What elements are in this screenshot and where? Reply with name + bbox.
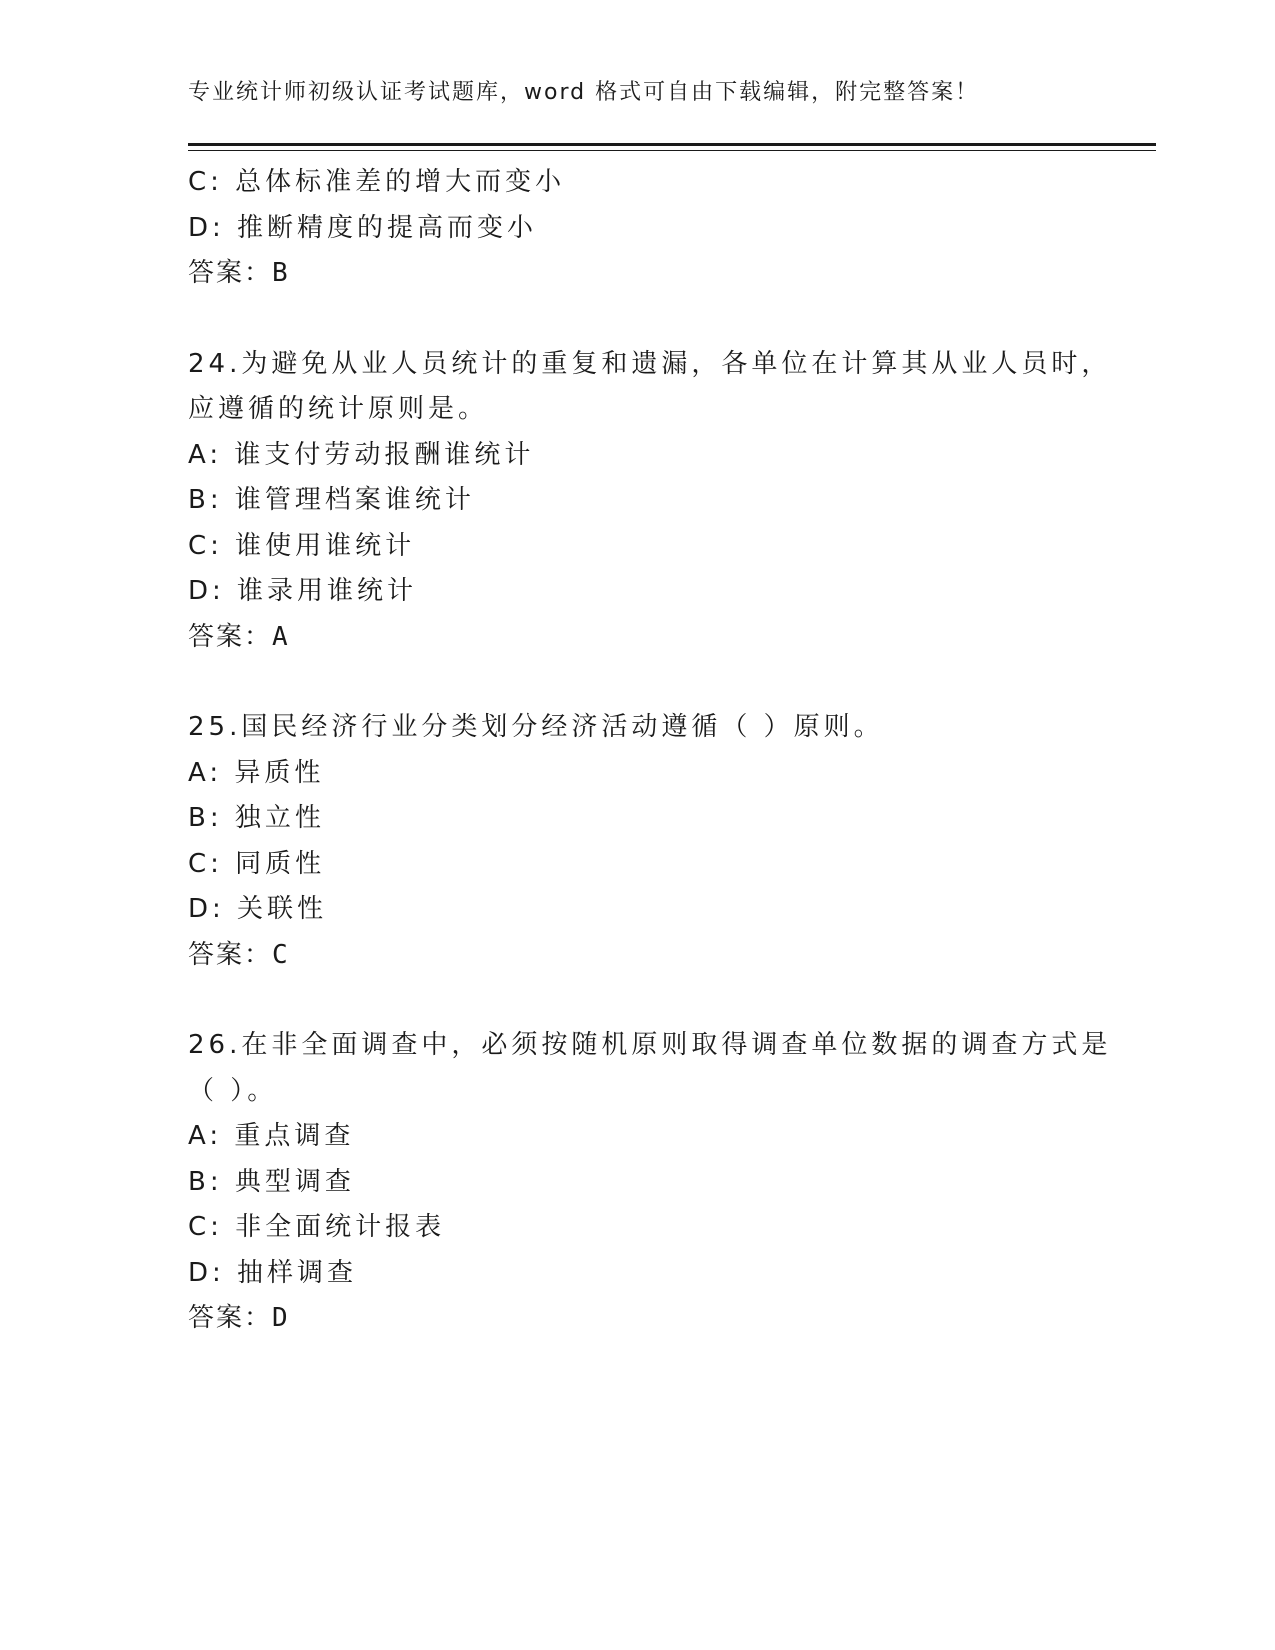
answer-label: 答案： xyxy=(188,1303,273,1333)
header-rule-thick xyxy=(188,143,1156,146)
option-d: D: 推断精度的提高而变小 xyxy=(188,212,538,243)
answer-line xyxy=(188,933,1088,979)
option-a: A: 谁支付劳动报酬谁统计 xyxy=(188,439,535,470)
option-b: B: 独立性 xyxy=(188,803,325,833)
option-b: B: 典型调查 xyxy=(188,1166,355,1197)
question-content xyxy=(188,160,1112,1342)
question-stem-line: 26.在非全面调查中，必须按随机原则取得调查单位数据的调查方式是 xyxy=(188,1030,1112,1060)
question-stem xyxy=(188,705,1068,751)
question-24 xyxy=(188,342,1112,661)
continued-question xyxy=(188,160,1088,297)
question-26 xyxy=(188,1023,1112,1342)
answer-value: B xyxy=(272,258,290,288)
option-c: C: 谁使用谁统计 xyxy=(188,530,416,561)
option-c: C: 非全面统计报表 xyxy=(188,1212,446,1242)
spacer xyxy=(188,660,1088,705)
answer-value: D xyxy=(272,1303,290,1333)
question-stem xyxy=(188,1023,1112,1114)
option-d: D: 关联性 xyxy=(188,894,328,924)
option-c: C: 总体标准差的增大而变小 xyxy=(188,167,566,197)
question-25 xyxy=(188,705,1088,978)
option-a: A: 重点调查 xyxy=(188,1121,355,1151)
spacer xyxy=(188,978,1088,1023)
answer-line xyxy=(188,615,1088,661)
question-stem-line: 应遵循的统计原则是。 xyxy=(188,394,489,424)
page-header: 专业统计师初级认证考试题库，word 格式可自由下载编辑，附完整答案！ xyxy=(188,80,980,105)
question-stem-line: （ ）。 xyxy=(188,1075,278,1106)
header-rule-thin xyxy=(188,150,1156,151)
answer-label: 答案： xyxy=(188,939,273,970)
option-c: C: 同质性 xyxy=(188,848,326,879)
spacer xyxy=(188,297,1088,342)
option-d: D: 谁录用谁统计 xyxy=(188,576,418,606)
answer-label: 答案： xyxy=(188,621,273,652)
answer-line xyxy=(188,1296,1088,1342)
question-stem-line: 24.为避免从业人员统计的重复和遗漏，各单位在计算其从业人员时， xyxy=(188,348,1112,379)
answer-value: C xyxy=(272,939,290,970)
question-stem xyxy=(188,342,1112,433)
answer-line xyxy=(188,251,1088,297)
option-b: B: 谁管理档案谁统计 xyxy=(188,485,475,515)
answer-label: 答案： xyxy=(188,258,273,288)
answer-value: A xyxy=(272,621,290,652)
option-a: A: 异质性 xyxy=(188,757,325,788)
option-d: D: 抽样调查 xyxy=(188,1257,358,1288)
question-stem-line: 25.国民经济行业分类划分经济活动遵循（ ）原则。 xyxy=(188,712,884,742)
